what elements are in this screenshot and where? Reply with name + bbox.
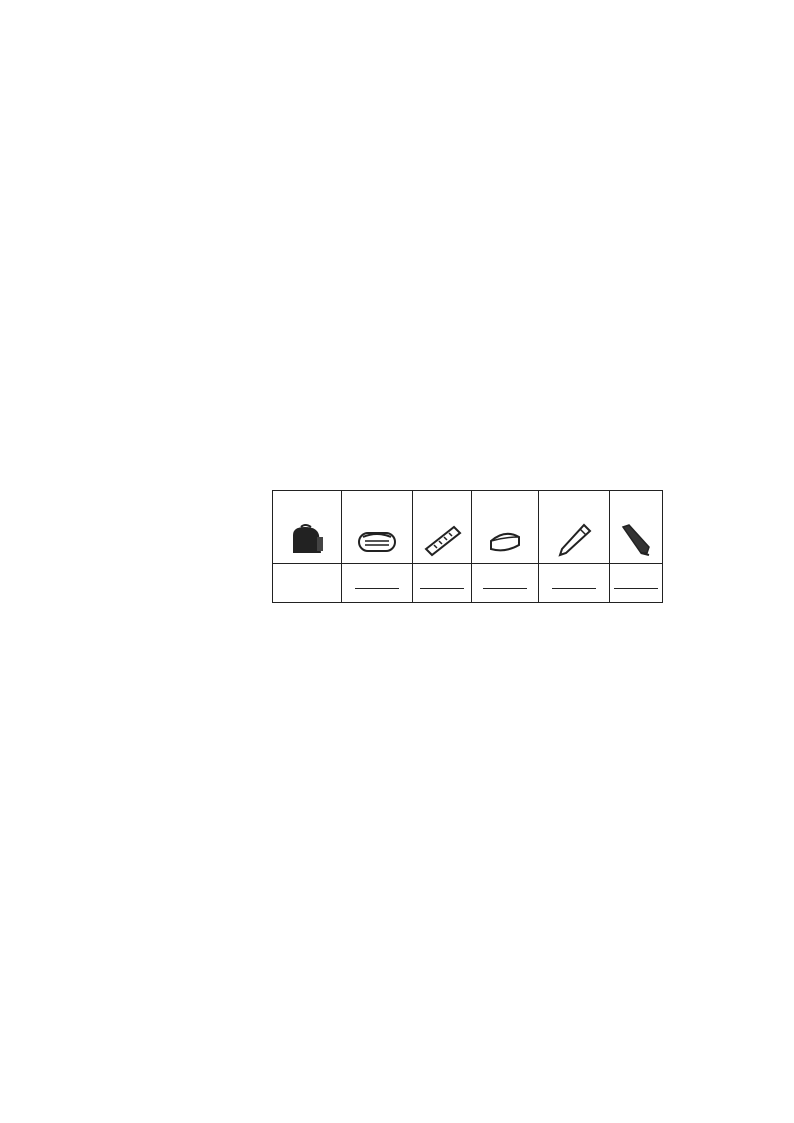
answer-cell-pencil[interactable] <box>539 564 610 603</box>
answer-cell-pen[interactable] <box>610 564 663 603</box>
schoolbag-icon <box>287 523 327 557</box>
pencil-icon <box>554 523 594 557</box>
eraser-icon <box>485 523 525 557</box>
table-cell-pencil <box>539 491 610 564</box>
answer-cell-eraser[interactable] <box>472 564 539 603</box>
table-cell-ruler <box>413 491 472 564</box>
table-cell-eraser <box>472 491 539 564</box>
table-cell-schoolbag <box>273 491 342 564</box>
table-cell-pencil-case <box>342 491 413 564</box>
answer-cell-pencil-case[interactable] <box>342 564 413 603</box>
table-cell-pen <box>610 491 663 564</box>
pen-icon <box>619 523 653 557</box>
stationery-table <box>272 490 663 603</box>
answer-cell-schoolbag <box>273 564 342 603</box>
ruler-icon <box>422 523 462 557</box>
answer-cell-ruler[interactable] <box>413 564 472 603</box>
pencil-case-icon <box>355 523 399 557</box>
